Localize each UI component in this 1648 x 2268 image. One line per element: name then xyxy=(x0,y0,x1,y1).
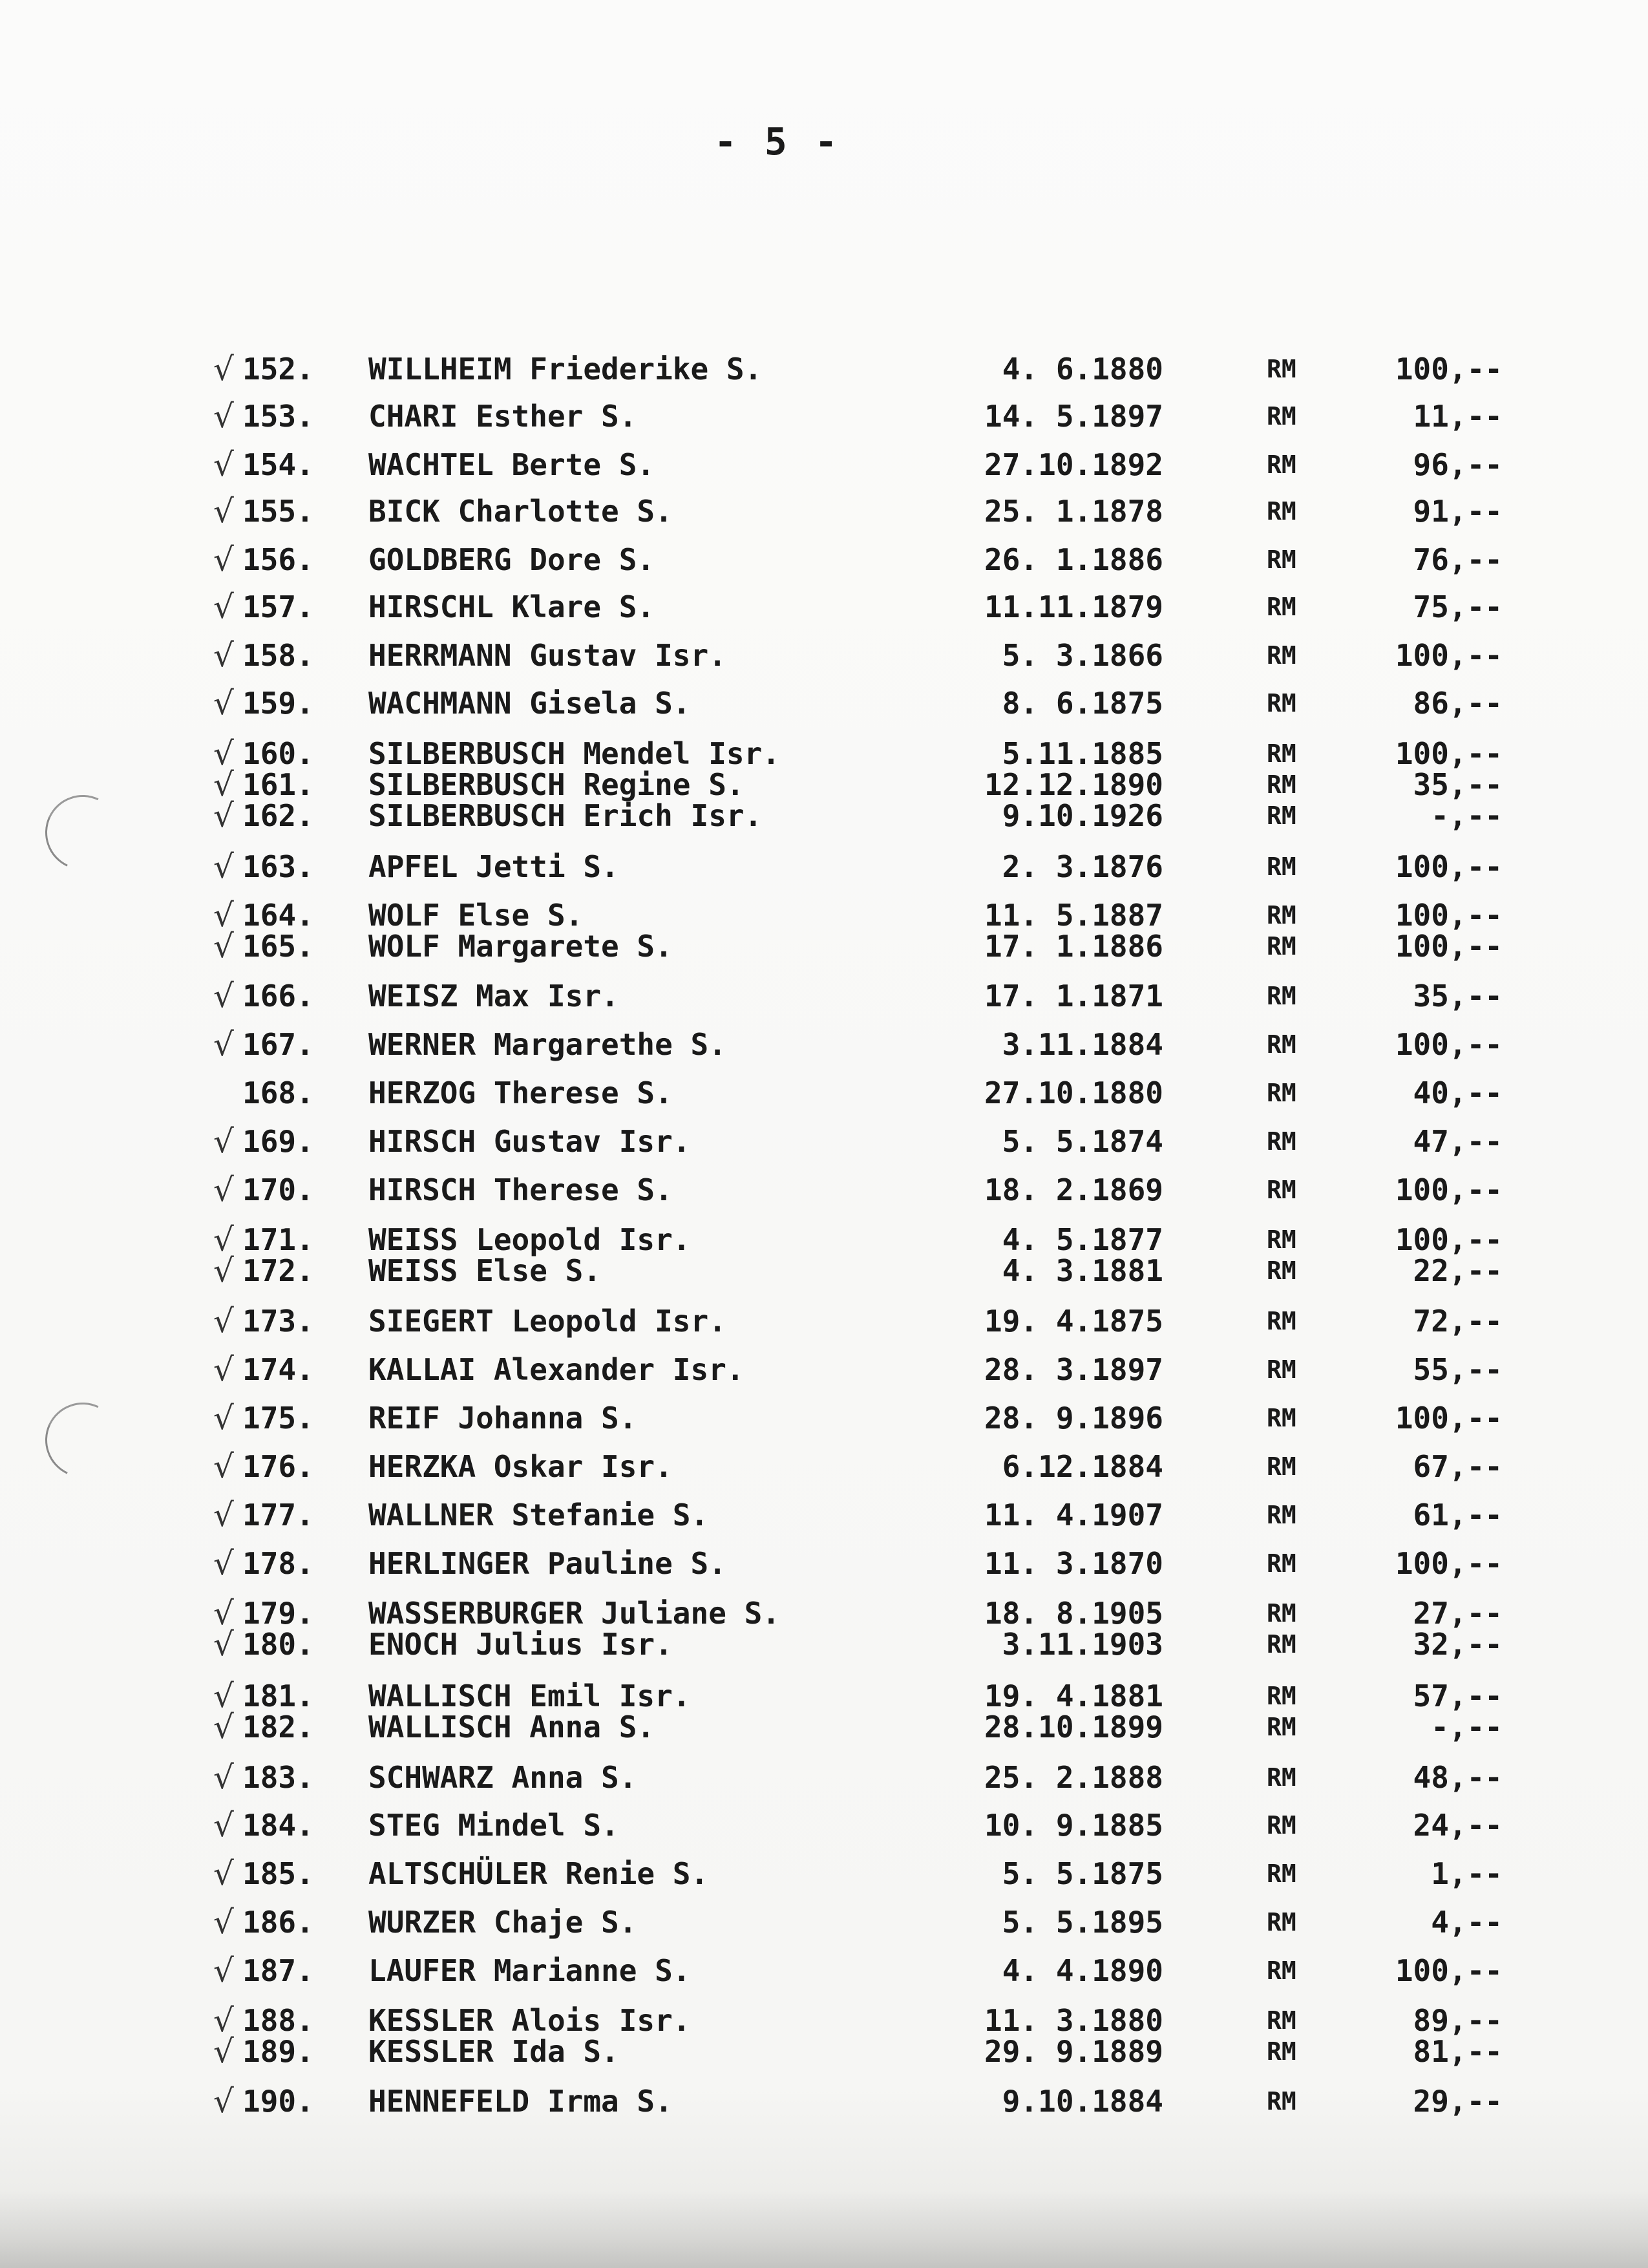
check-mark: √ xyxy=(213,1302,234,1340)
currency-label: RM xyxy=(1267,1030,1296,1059)
list-item xyxy=(0,1223,1648,1256)
birth-date: 29. 9.1889 xyxy=(984,2034,1163,2069)
currency-label: RM xyxy=(1267,801,1296,830)
entry-number: 156. xyxy=(242,542,314,577)
amount-value: 91,-- xyxy=(1413,494,1503,529)
currency-label: RM xyxy=(1267,1549,1296,1578)
list-item xyxy=(0,399,1648,433)
birth-date: 3.11.1884 xyxy=(1002,1027,1163,1062)
person-name: WERNER Margarethe S. xyxy=(368,1027,726,1062)
check-mark: √ xyxy=(213,446,234,483)
entry-number: 186. xyxy=(242,1905,314,1940)
birth-date: 19. 4.1881 xyxy=(984,1679,1163,1713)
amount-value: 72,-- xyxy=(1413,1304,1503,1339)
entry-number: 162. xyxy=(242,798,314,833)
amount-value: 61,-- xyxy=(1413,1498,1503,1532)
check-mark: √ xyxy=(213,2083,234,2120)
person-name: KESSLER Ida S. xyxy=(368,2034,619,2069)
entry-number: 158. xyxy=(242,638,314,673)
list-item xyxy=(0,1353,1648,1386)
birth-date: 25. 2.1888 xyxy=(984,1760,1163,1795)
check-mark: √ xyxy=(213,1626,234,1663)
list-item xyxy=(0,1857,1648,1891)
currency-label: RM xyxy=(1267,2006,1296,2035)
birth-date: 2. 3.1876 xyxy=(1002,849,1163,884)
birth-date: 17. 1.1871 xyxy=(984,979,1163,1013)
birth-date: 5. 3.1866 xyxy=(1002,638,1163,673)
entry-number: 179. xyxy=(242,1596,314,1631)
person-name: WOLF Margarete S. xyxy=(368,929,673,964)
list-item xyxy=(0,494,1648,528)
check-mark: √ xyxy=(213,2002,234,2039)
birth-date: 25. 1.1878 xyxy=(984,494,1163,529)
person-name: WURZER Chaje S. xyxy=(368,1905,637,1940)
amount-value: 100,-- xyxy=(1395,352,1503,387)
birth-date: 4. 3.1881 xyxy=(1002,1253,1163,1288)
entry-number: 169. xyxy=(242,1124,314,1159)
birth-date: 9.10.1926 xyxy=(1002,798,1163,833)
entry-number: 182. xyxy=(242,1710,314,1744)
person-name: SILBERBUSCH Mendel Isr. xyxy=(368,736,780,771)
birth-date: 28. 9.1896 xyxy=(984,1401,1163,1436)
list-item xyxy=(0,1547,1648,1580)
check-mark: √ xyxy=(213,1026,234,1063)
amount-value: 100,-- xyxy=(1395,1953,1503,1988)
list-item xyxy=(0,979,1648,1013)
list-item xyxy=(0,1028,1648,1061)
entry-number: 190. xyxy=(242,2084,314,2119)
entry-number: 187. xyxy=(242,1953,314,1988)
birth-date: 27.10.1892 xyxy=(984,447,1163,482)
birth-date: 4. 5.1877 xyxy=(1002,1222,1163,1257)
person-name: WILLHEIM Friederike S. xyxy=(368,352,763,387)
birth-date: 11. 5.1887 xyxy=(984,898,1163,933)
entry-number: 173. xyxy=(242,1304,314,1339)
list-item xyxy=(0,1498,1648,1532)
list-item xyxy=(0,2035,1648,2068)
currency-label: RM xyxy=(1267,546,1296,574)
currency-label: RM xyxy=(1267,770,1296,799)
amount-value: 22,-- xyxy=(1413,1253,1503,1288)
amount-value: 35,-- xyxy=(1413,767,1503,802)
list-item xyxy=(0,686,1648,720)
person-name: HERZOG Therese S. xyxy=(368,1076,673,1110)
check-mark: √ xyxy=(213,541,234,578)
person-name: LAUFER Marianne S. xyxy=(368,1953,691,1988)
birth-date: 26. 1.1886 xyxy=(984,542,1163,577)
list-item xyxy=(0,1627,1648,1661)
amount-value: 48,-- xyxy=(1413,1760,1503,1795)
currency-label: RM xyxy=(1267,641,1296,670)
amount-value: 100,-- xyxy=(1395,1546,1503,1581)
birth-date: 17. 1.1886 xyxy=(984,929,1163,964)
birth-date: 28. 3.1897 xyxy=(984,1352,1163,1387)
amount-value: 100,-- xyxy=(1395,1027,1503,1062)
check-mark: √ xyxy=(213,1903,234,1941)
amount-value: 100,-- xyxy=(1395,898,1503,933)
currency-label: RM xyxy=(1267,1860,1296,1888)
currency-label: RM xyxy=(1267,1307,1296,1335)
currency-label: RM xyxy=(1267,402,1296,430)
currency-label: RM xyxy=(1267,355,1296,383)
birth-date: 5. 5.1895 xyxy=(1002,1905,1163,1940)
amount-value: 100,-- xyxy=(1395,1172,1503,1207)
currency-label: RM xyxy=(1267,1256,1296,1285)
person-name: HERLINGER Pauline S. xyxy=(368,1546,726,1581)
entry-number: 154. xyxy=(242,447,314,482)
check-mark: √ xyxy=(213,588,234,626)
person-name: HIRSCH Therese S. xyxy=(368,1172,673,1207)
currency-label: RM xyxy=(1267,1630,1296,1659)
list-item xyxy=(0,1679,1648,1713)
currency-label: RM xyxy=(1267,1176,1296,1204)
amount-value: 100,-- xyxy=(1395,638,1503,673)
birth-date: 8. 6.1875 xyxy=(1002,686,1163,721)
entry-number: 164. xyxy=(242,898,314,933)
list-item xyxy=(0,1173,1648,1207)
birth-date: 14. 5.1897 xyxy=(984,399,1163,434)
entry-number: 176. xyxy=(242,1449,314,1484)
person-name: WEISS Leopold Isr. xyxy=(368,1222,691,1257)
person-name: STEG Mindel S. xyxy=(368,1808,619,1843)
check-mark: √ xyxy=(213,1759,234,1796)
check-mark: √ xyxy=(213,797,234,834)
person-name: WALLNER Stefanie S. xyxy=(368,1498,709,1532)
amount-value: 4,-- xyxy=(1431,1905,1503,1940)
amount-value: 100,-- xyxy=(1395,1401,1503,1436)
currency-label: RM xyxy=(1267,901,1296,929)
list-item xyxy=(0,1125,1648,1158)
person-name: KESSLER Alois Isr. xyxy=(368,2003,691,2038)
check-mark: √ xyxy=(213,1399,234,1437)
currency-label: RM xyxy=(1267,593,1296,621)
entry-number: 152. xyxy=(242,352,314,387)
entry-number: 168. xyxy=(242,1076,314,1110)
amount-value: -,-- xyxy=(1431,1710,1503,1744)
amount-value: 29,-- xyxy=(1413,2084,1503,2119)
list-item xyxy=(0,590,1648,624)
person-name: SCHWARZ Anna S. xyxy=(368,1760,637,1795)
birth-date: 6.12.1884 xyxy=(1002,1449,1163,1484)
check-mark: √ xyxy=(213,1708,234,1746)
person-name: SILBERBUSCH Regine S. xyxy=(368,767,745,802)
birth-date: 12.12.1890 xyxy=(984,767,1163,802)
birth-date: 18. 8.1905 xyxy=(984,1596,1163,1631)
person-name: WALLISCH Emil Isr. xyxy=(368,1679,691,1713)
birth-date: 5. 5.1875 xyxy=(1002,1856,1163,1891)
check-mark: √ xyxy=(213,1595,234,1632)
entry-number: 175. xyxy=(242,1401,314,1436)
amount-value: 100,-- xyxy=(1395,1222,1503,1257)
check-mark: √ xyxy=(213,350,234,388)
entry-number: 184. xyxy=(242,1808,314,1843)
person-name: WOLF Else S. xyxy=(368,898,584,933)
entry-number: 177. xyxy=(242,1498,314,1532)
currency-label: RM xyxy=(1267,1956,1296,1985)
person-name: GOLDBERG Dore S. xyxy=(368,542,655,577)
person-name: WEISS Else S. xyxy=(368,1253,602,1288)
amount-value: 96,-- xyxy=(1413,447,1503,482)
list-item xyxy=(0,1905,1648,1939)
list-item xyxy=(0,1450,1648,1483)
amount-value: 57,-- xyxy=(1413,1679,1503,1713)
amount-value: 27,-- xyxy=(1413,1596,1503,1631)
person-name: SILBERBUSCH Erich Isr. xyxy=(368,798,763,833)
entry-number: 183. xyxy=(242,1760,314,1795)
amount-value: 1,-- xyxy=(1431,1856,1503,1891)
birth-date: 5. 5.1874 xyxy=(1002,1124,1163,1159)
person-name: BICK Charlotte S. xyxy=(368,494,673,529)
check-mark: √ xyxy=(213,637,234,674)
amount-value: 76,-- xyxy=(1413,542,1503,577)
currency-label: RM xyxy=(1267,1225,1296,1254)
person-name: WEISZ Max Isr. xyxy=(368,979,619,1013)
person-name: ENOCH Julius Isr. xyxy=(368,1627,673,1662)
person-name: WACHMANN Gisela S. xyxy=(368,686,691,721)
check-mark: √ xyxy=(213,1855,234,1892)
currency-label: RM xyxy=(1267,1713,1296,1741)
currency-label: RM xyxy=(1267,1452,1296,1481)
entry-number: 180. xyxy=(242,1627,314,1662)
amount-value: 40,-- xyxy=(1413,1076,1503,1110)
person-name: HIRSCH Gustav Isr. xyxy=(368,1124,691,1159)
person-name: HERRMANN Gustav Isr. xyxy=(368,638,726,673)
currency-label: RM xyxy=(1267,1682,1296,1710)
amount-value: 100,-- xyxy=(1395,849,1503,884)
birth-date: 10. 9.1885 xyxy=(984,1808,1163,1843)
birth-date: 18. 2.1869 xyxy=(984,1172,1163,1207)
check-mark: √ xyxy=(213,1123,234,1160)
list-item xyxy=(0,1954,1648,1987)
birth-date: 28.10.1899 xyxy=(984,1710,1163,1744)
amount-value: 32,-- xyxy=(1413,1627,1503,1662)
entry-number: 161. xyxy=(242,767,314,802)
list-item xyxy=(0,1596,1648,1630)
check-mark: √ xyxy=(213,1496,234,1534)
person-name: ALTSCHÜLER Renie S. xyxy=(368,1856,709,1891)
person-name: CHARI Esther S. xyxy=(368,399,637,434)
entry-number: 157. xyxy=(242,589,314,624)
entry-number: 188. xyxy=(242,2003,314,2038)
check-mark: √ xyxy=(213,1351,234,1388)
check-mark: √ xyxy=(213,1952,234,1989)
currency-label: RM xyxy=(1267,2087,1296,2115)
birth-date: 11.11.1879 xyxy=(984,589,1163,624)
currency-label: RM xyxy=(1267,1763,1296,1792)
check-mark: √ xyxy=(213,1252,234,1289)
list-item xyxy=(0,543,1648,577)
currency-label: RM xyxy=(1267,497,1296,525)
amount-value: 86,-- xyxy=(1413,686,1503,721)
currency-label: RM xyxy=(1267,739,1296,768)
currency-label: RM xyxy=(1267,1908,1296,1936)
list-item xyxy=(0,1761,1648,1794)
check-mark: √ xyxy=(213,493,234,530)
currency-label: RM xyxy=(1267,932,1296,960)
entry-number: 189. xyxy=(242,2034,314,2069)
scan-shadow xyxy=(0,2191,1648,2268)
person-name: HERZKA Oskar Isr. xyxy=(368,1449,673,1484)
check-mark: √ xyxy=(213,848,234,885)
amount-value: 67,-- xyxy=(1413,1449,1503,1484)
list-item xyxy=(0,898,1648,932)
amount-value: 89,-- xyxy=(1413,2003,1503,2038)
amount-value: 100,-- xyxy=(1395,736,1503,771)
entry-number: 166. xyxy=(242,979,314,1013)
entry-number: 163. xyxy=(242,849,314,884)
currency-label: RM xyxy=(1267,853,1296,881)
check-mark: √ xyxy=(213,735,234,772)
list-item xyxy=(0,850,1648,884)
person-name: WASSERBURGER Juliane S. xyxy=(368,1596,780,1631)
check-mark: √ xyxy=(213,1171,234,1209)
list-item xyxy=(0,1254,1648,1288)
entry-number: 181. xyxy=(242,1679,314,1713)
currency-label: RM xyxy=(1267,1501,1296,1529)
check-mark: √ xyxy=(213,684,234,722)
list-item xyxy=(0,929,1648,963)
person-name: KALLAI Alexander Isr. xyxy=(368,1352,745,1387)
amount-value: 47,-- xyxy=(1413,1124,1503,1159)
entry-number: 171. xyxy=(242,1222,314,1257)
person-name: HIRSCHL Klare S. xyxy=(368,589,655,624)
birth-date: 11. 3.1880 xyxy=(984,2003,1163,2038)
entry-number: 170. xyxy=(242,1172,314,1207)
person-name: REIF Johanna S. xyxy=(368,1401,637,1436)
check-mark: √ xyxy=(213,1221,234,1258)
entry-number: 167. xyxy=(242,1027,314,1062)
amount-value: 55,-- xyxy=(1413,1352,1503,1387)
birth-date: 3.11.1903 xyxy=(1002,1627,1163,1662)
check-mark: √ xyxy=(213,397,234,435)
birth-date: 9.10.1884 xyxy=(1002,2084,1163,2119)
birth-date: 5.11.1885 xyxy=(1002,736,1163,771)
list-item xyxy=(0,2004,1648,2037)
list-item xyxy=(0,352,1648,386)
amount-value: 35,-- xyxy=(1413,979,1503,1013)
check-mark: √ xyxy=(213,1545,234,1582)
check-mark: √ xyxy=(213,977,234,1015)
entry-number: 153. xyxy=(242,399,314,434)
entry-number: 155. xyxy=(242,494,314,529)
currency-label: RM xyxy=(1267,689,1296,717)
entry-number: 159. xyxy=(242,686,314,721)
check-mark: √ xyxy=(213,1807,234,1844)
amount-value: 75,-- xyxy=(1413,589,1503,624)
entry-number: 178. xyxy=(242,1546,314,1581)
list-item xyxy=(0,737,1648,770)
check-mark: √ xyxy=(213,2033,234,2070)
birth-date: 11. 3.1870 xyxy=(984,1546,1163,1581)
check-mark: √ xyxy=(213,927,234,965)
amount-value: 100,-- xyxy=(1395,929,1503,964)
currency-label: RM xyxy=(1267,450,1296,479)
person-name: WACHTEL Berte S. xyxy=(368,447,655,482)
entry-number: 185. xyxy=(242,1856,314,1891)
entry-number: 174. xyxy=(242,1352,314,1387)
birth-date: 4. 6.1880 xyxy=(1002,352,1163,387)
page-number: - 5 - xyxy=(714,120,840,164)
list-item xyxy=(0,639,1648,672)
list-item xyxy=(0,448,1648,482)
currency-label: RM xyxy=(1267,1811,1296,1839)
check-mark: √ xyxy=(213,1677,234,1715)
currency-label: RM xyxy=(1267,982,1296,1010)
currency-label: RM xyxy=(1267,1599,1296,1627)
currency-label: RM xyxy=(1267,2037,1296,2066)
currency-label: RM xyxy=(1267,1404,1296,1432)
currency-label: RM xyxy=(1267,1355,1296,1384)
entry-number: 172. xyxy=(242,1253,314,1288)
currency-label: RM xyxy=(1267,1079,1296,1107)
person-name: SIEGERT Leopold Isr. xyxy=(368,1304,726,1339)
currency-label: RM xyxy=(1267,1127,1296,1156)
list-item xyxy=(0,2084,1648,2118)
list-item xyxy=(0,768,1648,801)
entry-number: 160. xyxy=(242,736,314,771)
list-item xyxy=(0,799,1648,832)
amount-value: 24,-- xyxy=(1413,1808,1503,1843)
birth-date: 4. 4.1890 xyxy=(1002,1953,1163,1988)
amount-value: -,-- xyxy=(1431,798,1503,833)
birth-date: 27.10.1880 xyxy=(984,1076,1163,1110)
amount-value: 81,-- xyxy=(1413,2034,1503,2069)
list-item xyxy=(0,1401,1648,1435)
check-mark: √ xyxy=(213,1448,234,1485)
person-name: WALLISCH Anna S. xyxy=(368,1710,655,1744)
entry-number: 165. xyxy=(242,929,314,964)
check-mark: √ xyxy=(213,766,234,803)
birth-date: 11. 4.1907 xyxy=(984,1498,1163,1532)
person-name: HENNEFELD Irma S. xyxy=(368,2084,673,2119)
check-mark: √ xyxy=(213,896,234,934)
list-item xyxy=(0,1808,1648,1842)
amount-value: 11,-- xyxy=(1413,399,1503,434)
list-item xyxy=(0,1710,1648,1744)
person-name: APFEL Jetti S. xyxy=(368,849,619,884)
birth-date: 19. 4.1875 xyxy=(984,1304,1163,1339)
list-item xyxy=(0,1304,1648,1338)
list-item xyxy=(0,1076,1648,1110)
